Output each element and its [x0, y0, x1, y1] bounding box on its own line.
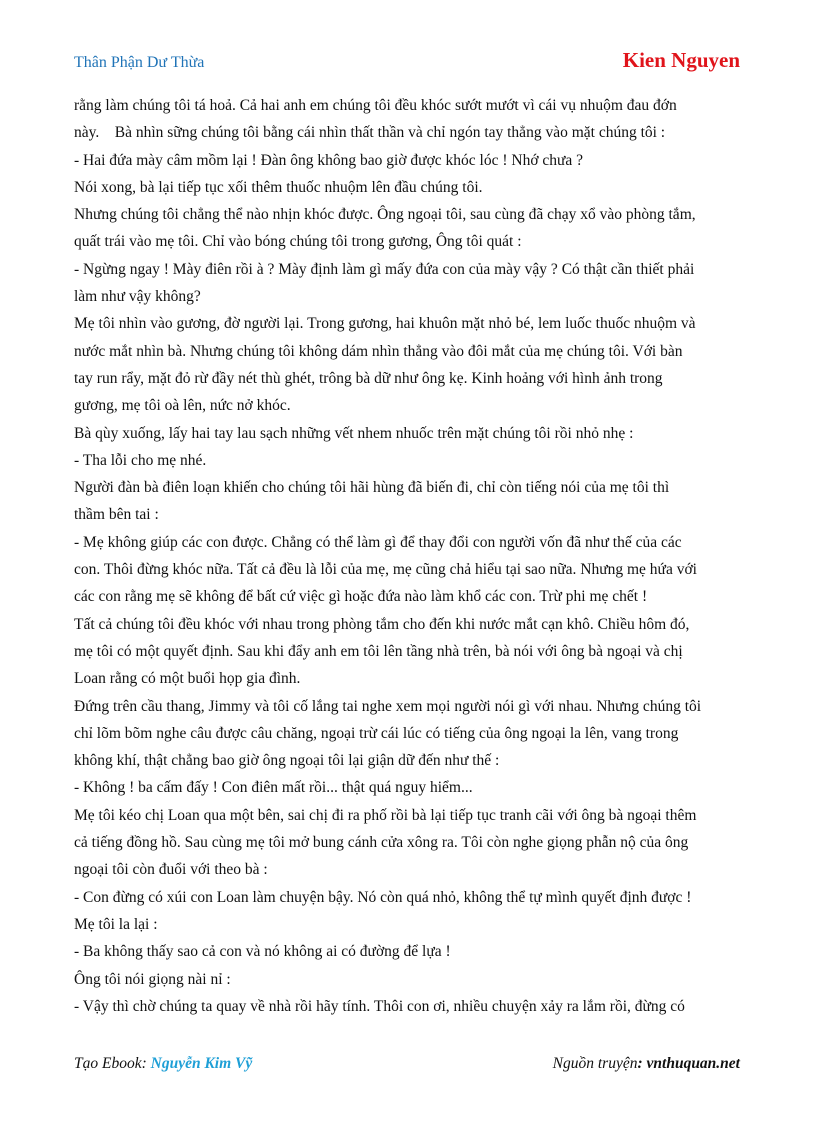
- text-line: Ông tôi nói giọng nài nỉ :: [74, 970, 231, 988]
- text-line: Nói xong, bà lại tiếp tục xối thêm thuốc nhuộm lên đầu chúng tôi.: [74, 178, 483, 196]
- text-line: Loan rằng có một buổi họp gia đình.: [74, 670, 301, 688]
- text-line: - Ngừng ngay ! Mày điên rồi à ? Mày định làm gì mấy đứa con của mày vậy ? Có thật cần thiết phải: [74, 260, 695, 278]
- source-site: vnthuquan.net: [646, 1055, 740, 1072]
- text-line: mẹ tôi có một quyết định. Sau khi đẩy anh em tôi lên tầng nhà trên, bà nói với ông bà ngoại và chị: [74, 642, 683, 660]
- text-line: - Con đừng có xúi con Loan làm chuyện bậy. Nó còn quá nhỏ, không thể tự mình quyết định được !: [74, 888, 692, 906]
- text-line: Tất cả chúng tôi đều khóc với nhau trong phòng tắm cho đến khi nước mắt cạn khô. Chiều hôm đó,: [74, 615, 690, 633]
- text-line: gương, mẹ tôi oà lên, nức nở khóc.: [74, 397, 291, 415]
- text-line: - Mẹ không giúp các con được. Chẳng có thể làm gì để thay đổi con người vốn đã như thế của các: [74, 533, 682, 551]
- text-line: con. Thôi đừng khóc nữa. Tất cả đều là lỗi của mẹ, mẹ cũng chả hiểu tại sao nữa. Nhưng mẹ hứa với: [74, 561, 697, 579]
- text-line: quất trái vào mẹ tôi. Chỉ vào bóng chúng tôi trong gương, Ông tôi quát :: [74, 233, 522, 251]
- text-line: không khí, thật chẳng bao giờ ông ngoại tôi lại giận dữ đến như thế :: [74, 752, 500, 770]
- text-line: nước mắt nhìn bà. Nhưng chúng tôi không dám nhìn thẳng vào đôi mắt của mẹ chúng tôi. Với bàn: [74, 342, 683, 360]
- text-line: - Tha lỗi cho mẹ nhé.: [74, 451, 207, 469]
- text-line: Mẹ tôi kéo chị Loan qua một bên, sai chị đi ra phố rồi bà lại tiếp tục tranh cãi với ông bà ngoại thêm: [74, 806, 697, 824]
- text-line: Đứng trên cầu thang, Jimmy và tôi cố lắng tai nghe xem mọi người nói gì với nhau. Nhưng chúng tôi: [74, 697, 702, 715]
- text-line: thầm bên tai :: [74, 506, 159, 524]
- text-line: Bà qùy xuống, lấy hai tay lau sạch những vết nhem nhuốc trên mặt chúng tôi rồi nhỏ nhẹ :: [74, 424, 634, 442]
- text-line: ngoại tôi còn đuổi với theo bà :: [74, 861, 268, 879]
- source-separator: :: [637, 1055, 647, 1072]
- text-line: này. Bà nhìn sững chúng tôi bằng cái nhìn thất thần và chỉ ngón tay thẳng vào mặt chúng tôi :: [74, 124, 666, 142]
- text-line: chỉ lõm bõm nghe câu được câu chăng, ngoại trừ cái lúc có tiếng của ông ngoại la lên, vang trong: [74, 724, 679, 742]
- text-line: Mẹ tôi la lại :: [74, 915, 158, 933]
- text-line: Người đàn bà điên loạn khiến cho chúng tôi hãi hùng đã biến đi, chỉ còn tiếng nói của mẹ tôi thì: [74, 479, 670, 497]
- source-credit: [553, 1055, 740, 1073]
- ebook-credit: [74, 1055, 252, 1073]
- text-line: - Không ! ba cấm đấy ! Con điên mất rồi... thật quá nguy hiểm...: [74, 779, 473, 797]
- book-title: Thân Phận Dư Thừa: [74, 54, 205, 71]
- text-line: - Hai đứa mày câm mồm lại ! Đàn ông không bao giờ được khóc lóc ! Nhớ chưa ?: [74, 151, 584, 169]
- ebook-creator: Nguyễn Kim Vỹ: [150, 1055, 253, 1072]
- ebook-label: Tạo Ebook: [74, 1055, 142, 1072]
- text-line: - Vậy thì chờ chúng ta quay về nhà rồi hãy tính. Thôi con ơi, nhiều chuyện xảy ra lắm rồi, đừng có: [74, 997, 685, 1015]
- ebook-separator: :: [141, 1055, 151, 1072]
- text-line: tay run rẩy, mặt đỏ rừ đầy nét thù ghét, trông bà dữ như ông kẹ. Kinh hoảng với hình ảnh trong: [74, 369, 663, 387]
- text-line: Nhưng chúng tôi chẳng thể nào nhịn khóc được. Ông ngoại tôi, sau cùng đã chạy xổ vào phòng tắm,: [74, 206, 696, 224]
- source-label: Nguồn truyện: [552, 1055, 638, 1072]
- body-text: [74, 92, 746, 1020]
- text-line: các con rằng mẹ sẽ không để bất cứ việc gì hoặc đứa nào làm khổ các con. Trừ phi mẹ chết !: [74, 588, 648, 606]
- page-header: [74, 48, 740, 76]
- text-line: rằng làm chúng tôi tá hoả. Cả hai anh em chúng tôi đều khóc sướt mướt vì cái vụ nhuộm đau đớn: [74, 97, 677, 114]
- text-line: Mẹ tôi nhìn vào gương, đờ người lại. Trong gương, hai khuôn mặt nhỏ bé, lem luốc thuốc nhuộm và: [74, 315, 696, 333]
- author-name: Kien Nguyen: [622, 48, 740, 72]
- text-line: làm như vậy không?: [74, 288, 201, 306]
- text-line: cả tiếng đồng hồ. Sau cùng mẹ tôi mở bung cánh cửa xông ra. Tôi còn nghe giọng phẫn nộ của ông: [74, 834, 689, 852]
- page-footer: [74, 1055, 740, 1075]
- text-line: - Ba không thấy sao cả con và nó không ai có đường để lựa !: [74, 943, 451, 961]
